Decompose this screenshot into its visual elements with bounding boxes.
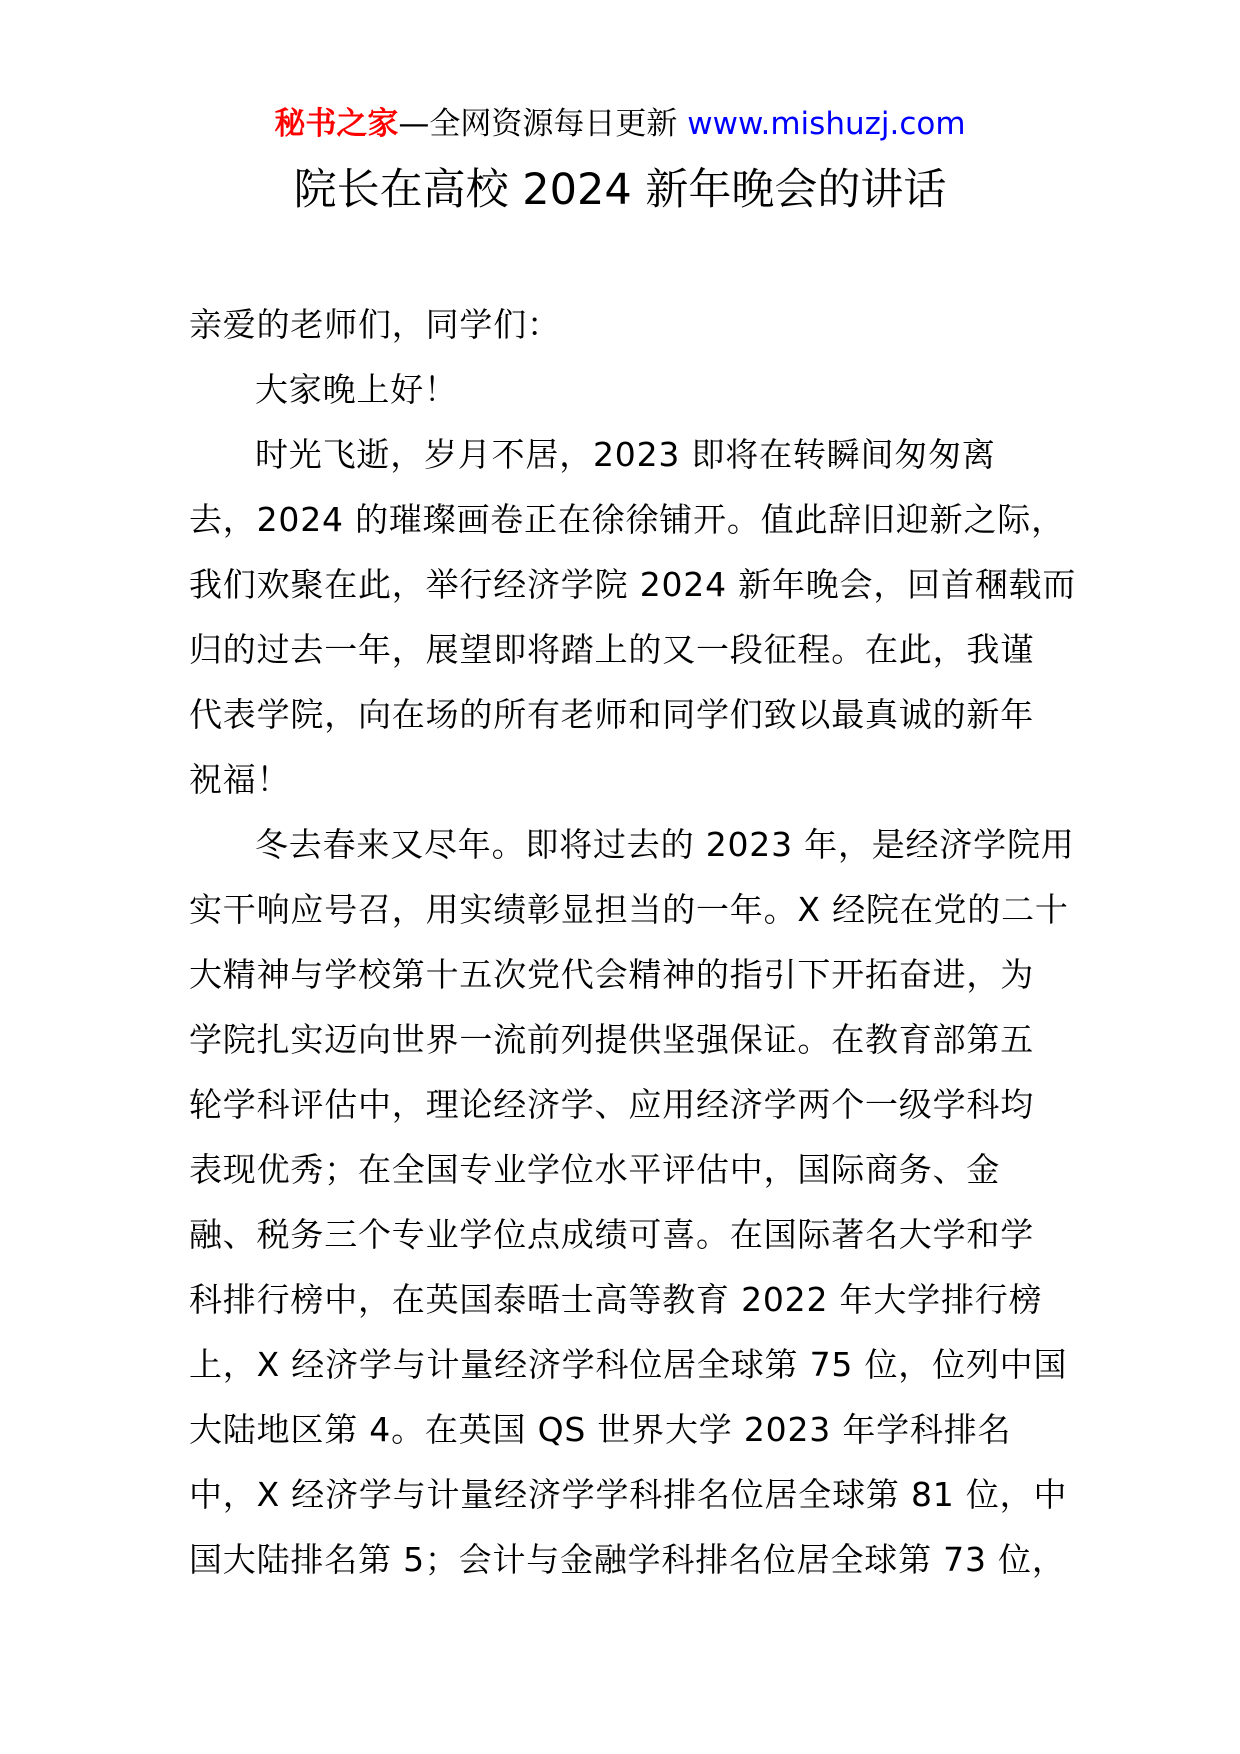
text-line: 代表学院，向在场的所有老师和同学们致以最真诚的新年 [189,695,1034,734]
text-line: 时光飞逝，岁月不居，2023 即将在转瞬间匆匆离 [255,435,996,474]
salutation [189,292,1059,357]
text-line: 科排行榜中，在英国泰晤士高等教育 2022 年大学排行榜 [189,1280,1043,1319]
site-header [0,102,1240,146]
paragraph-2 [189,812,1075,1592]
text-line: 轮学科评估中，理论经济学、应用经济学两个一级学科均 [189,1085,1034,1124]
greeting [189,357,1059,422]
header-tagline: —全网资源每日更新 [398,106,678,142]
text-line: 表现优秀；在全国专业学位水平评估中，国际商务、金 [189,1150,1001,1189]
text-line: 冬去春来又尽年。即将过去的 2023 年，是经济学院用 [255,825,1075,864]
text-line: 中，X 经济学与计量经济学学科排名位居全球第 81 位，中 [189,1475,1068,1514]
paragraph-1 [189,422,1077,812]
text-line: 学院扎实迈向世界一流前列提供坚强保证。在教育部第五 [189,1020,1034,1059]
text-line: 亲爱的老师们，同学们： [189,305,561,344]
text-line: 上，X 经济学与计量经济学科位居全球第 75 位，位列中国 [189,1345,1068,1384]
document-body [189,292,1077,1592]
text-line: 我们欢聚在此，举行经济学院 2024 新年晚会，回首稛载而 [189,565,1077,604]
text-line: 大精神与学校第十五次党代会精神的指引下开拓奋进，为 [189,955,1034,994]
document-title: 院长在高校 2024 新年晚会的讲话 [293,165,947,215]
text-line: 融、税务三个专业学位点成绩可喜。在国际著名大学和学 [189,1215,1034,1254]
text-line: 国大陆排名第 5；会计与金融学科排名位居全球第 73 位， [189,1540,1066,1579]
text-line: 实干响应号召，用实绩彰显担当的一年。X 经院在党的二十 [189,890,1069,929]
text-line: 归的过去一年，展望即将踏上的又一段征程。在此，我谨 [189,630,1034,669]
text-line: 去，2024 的璀璨画卷正在徐徐铺开。值此辞旧迎新之际， [189,500,1065,539]
brand-name: 秘书之家 [274,106,399,142]
text-line: 大陆地区第 4。在英国 QS 世界大学 2023 年学科排名 [189,1410,1012,1449]
text-line: 大家晚上好！ [255,370,458,409]
text-line: 祝福！ [189,760,291,799]
site-url-link[interactable]: www.mishuzj.com [687,106,966,142]
